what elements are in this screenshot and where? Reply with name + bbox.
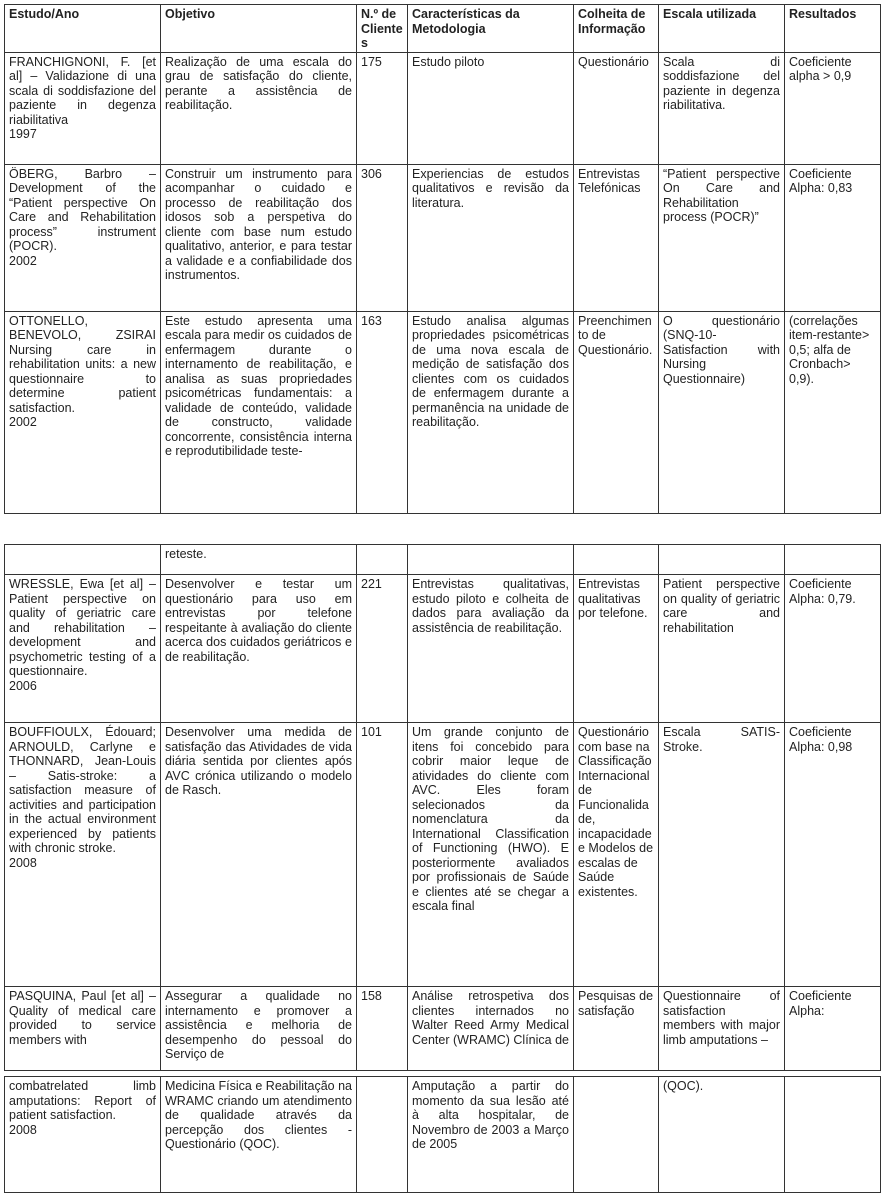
header-metodologia: Características da Metodologia bbox=[408, 5, 574, 53]
cell-objetivo: Realização de uma escala do grau de satisfação do cliente, perante a assistência de reabilitação. bbox=[161, 52, 357, 164]
table-header-row bbox=[5, 5, 881, 53]
cell-resultados: Coeficiente Alpha: 0,79. bbox=[785, 575, 881, 723]
cell-n-clientes: 163 bbox=[357, 311, 408, 513]
cell-escala: (QOC). bbox=[659, 1077, 785, 1193]
header-colheita: Colheita de Informação bbox=[574, 5, 659, 53]
table-row bbox=[5, 164, 881, 311]
cell-escala: Scala di soddisfazione del paziente in degenza riabilitativa. bbox=[659, 52, 785, 164]
cell-colheita bbox=[574, 1077, 659, 1193]
table-row bbox=[5, 723, 881, 987]
cell-objetivo: Construir um instrumento para acompanhar o cuidado e processo de reabilitação dos idosos sob a perspetiva do cliente com base num estudo qualitativo, anterior, e para testar a validade e a confiabilidade dos instrumentos. bbox=[161, 164, 357, 311]
cell-colheita bbox=[574, 545, 659, 575]
table-row bbox=[5, 311, 881, 513]
table-row bbox=[5, 987, 881, 1071]
cell-resultados bbox=[785, 1077, 881, 1193]
study-reference: WRESSLE, Ewa [et al] – Patient perspective on quality of geriatric care and rehabilitation – development and psychometric testing of a questionnaire. bbox=[9, 577, 156, 678]
study-reference: BOUFFIOULX, Édouard; ARNOULD, Carlyne e THONNARD, Jean-Louis – Satis-stroke: a satisfaction measure of activities and participation in the actual environment experienced by patients with chronic stroke. bbox=[9, 725, 156, 855]
cell-metodologia: Um grande conjunto de itens foi concebido para cobrir maior leque de atividades do cliente com AVC. Eles foram selecionados da nomenclatura da International Classification of Functioning (HWO). E posteriormente avaliados por profissionais de Saúde e clientes até se chegar a escala final bbox=[408, 723, 574, 987]
cell-resultados: (correlações item-restante> 0,5; alfa de Cronbach> 0,9). bbox=[785, 311, 881, 513]
table-row bbox=[5, 575, 881, 723]
cell-objetivo: reteste. bbox=[161, 545, 357, 575]
cell-colheita: Questionário com base na Classificação Internacional de Funcionalidade, incapacidade e Modelos de escalas de Saúde existentes. bbox=[574, 723, 659, 987]
cell-estudo bbox=[5, 164, 161, 311]
study-reference: FRANCHIGNONI, F. [et al] – Validazione di una scala di soddisfazione del paziente in degenza riabilitativa bbox=[9, 54, 156, 127]
cell-metodologia: Estudo piloto bbox=[408, 52, 574, 164]
header-resultados: Resultados bbox=[785, 5, 881, 53]
cell-metodologia: Amputação a partir do momento da sua lesão até à alta hospitalar, de Novembro de 2003 a Março de 2005 bbox=[408, 1077, 574, 1193]
header-objetivo: Objetivo bbox=[161, 5, 357, 53]
cell-n-clientes: 306 bbox=[357, 164, 408, 311]
cell-estudo bbox=[5, 1077, 161, 1193]
cell-n-clientes: 221 bbox=[357, 575, 408, 723]
study-year: 2006 bbox=[9, 678, 37, 693]
cell-estudo bbox=[5, 575, 161, 723]
study-year: 2008 bbox=[9, 1122, 37, 1137]
cell-n-clientes bbox=[357, 1077, 408, 1193]
study-reference: combatrelated limb amputations: Report of patient satisfaction. bbox=[9, 1079, 156, 1122]
table-row bbox=[5, 52, 881, 164]
review-table-part-1 bbox=[4, 4, 881, 514]
cell-resultados: Coeficiente Alpha: 0,83 bbox=[785, 164, 881, 311]
cell-escala: “Patient perspective On Care and Rehabilitation process (POCR)” bbox=[659, 164, 785, 311]
cell-escala: Patient perspective on quality of geriatric care and rehabilitation bbox=[659, 575, 785, 723]
study-year: 1997 bbox=[9, 127, 37, 141]
study-year: 2002 bbox=[9, 253, 37, 268]
cell-resultados bbox=[785, 545, 881, 575]
cell-metodologia: Análise retrospetiva dos clientes internados no Walter Reed Army Medical Center (WRAMC) Clínica de bbox=[408, 987, 574, 1071]
header-n-clientes: N.º de Clientes bbox=[357, 5, 408, 53]
cell-estudo: PASQUINA, Paul [et al] – Quality of medical care provided to service members with bbox=[5, 987, 161, 1071]
study-reference: OTTONELLO, BENEVOLO, ZSIRAI Nursing care in rehabilitation units: a new questionnaire to determine patient satisfaction. bbox=[9, 313, 156, 415]
cell-n-clientes: 101 bbox=[357, 723, 408, 987]
cell-colheita: Entrevistas Telefónicas bbox=[574, 164, 659, 311]
cell-objetivo: Medicina Física e Reabilitação na WRAMC criando um atendimento de qualidade através da percepção dos clientes - Questionário (QOC). bbox=[161, 1077, 357, 1193]
cell-escala bbox=[659, 545, 785, 575]
cell-colheita: Questionário bbox=[574, 52, 659, 164]
cell-colheita: Entrevistas qualitativas por telefone. bbox=[574, 575, 659, 723]
study-year: 2002 bbox=[9, 415, 37, 429]
review-table-part-2 bbox=[4, 544, 881, 1071]
header-escala: Escala utilizada bbox=[659, 5, 785, 53]
cell-metodologia: Experiencias de estudos qualitativos e revisão da literatura. bbox=[408, 164, 574, 311]
cell-metodologia bbox=[408, 545, 574, 575]
cell-objetivo: Desenvolver uma medida de satisfação das Atividades de vida diária sentida por clientes após AVC crónica utilizando o modelo de Rasch. bbox=[161, 723, 357, 987]
cell-n-clientes: 175 bbox=[357, 52, 408, 164]
cell-resultados: Coeficiente Alpha: bbox=[785, 987, 881, 1071]
review-table-part-3 bbox=[4, 1076, 881, 1193]
cell-objetivo: Este estudo apresenta uma escala para medir os cuidados de enfermagem durante o internamento de reabilitação, e analisa as suas propriedades psicométricas fundamentais: a validade de conteúdo, validade de constructo, validade concorrente, consistência interna e reprodutibilidade teste- bbox=[161, 311, 357, 513]
cell-escala: Escala SATIS-Stroke. bbox=[659, 723, 785, 987]
cell-escala: Questionnaire of satisfaction members with major limb amputations – bbox=[659, 987, 785, 1071]
cell-colheita: Preenchimento de Questionário. bbox=[574, 311, 659, 513]
continuation-row bbox=[5, 1077, 881, 1193]
cell-estudo bbox=[5, 723, 161, 987]
cell-estudo bbox=[5, 52, 161, 164]
study-year: 2008 bbox=[9, 855, 37, 870]
cell-objetivo: Assegurar a qualidade no internamento e promover a assistência e melhoria de desempenho do pessoal do Serviço de bbox=[161, 987, 357, 1071]
study-reference: ÖBERG, Barbro – Development of the “Patient perspective On Care and Rehabilitation process” instrument (POCR). bbox=[9, 166, 156, 253]
cell-n-clientes bbox=[357, 545, 408, 575]
cell-metodologia: Entrevistas qualitativas, estudo piloto e colheita de dados para avaliação da assistência de reabilitação. bbox=[408, 575, 574, 723]
continuation-row bbox=[5, 545, 881, 575]
cell-n-clientes: 158 bbox=[357, 987, 408, 1071]
header-estudo: Estudo/Ano bbox=[5, 5, 161, 53]
cell-metodologia: Estudo analisa algumas propriedades psicométricas de uma nova escala de medição de satisfação dos clientes com os cuidados de enfermagem durante a permanência na unidade de reabilitação. bbox=[408, 311, 574, 513]
cell-estudo bbox=[5, 545, 161, 575]
cell-resultados: Coeficiente Alpha: 0,98 bbox=[785, 723, 881, 987]
cell-escala: O questionário (SNQ-10-Satisfaction with Nursing Questionnaire) bbox=[659, 311, 785, 513]
cell-colheita: Pesquisas de satisfação bbox=[574, 987, 659, 1071]
cell-objetivo: Desenvolver e testar um questionário para uso em entrevistas por telefone respeitante à avaliação do cliente acerca dos cuidados geriátricos e de reabilitação. bbox=[161, 575, 357, 723]
cell-resultados: Coeficiente alpha > 0,9 bbox=[785, 52, 881, 164]
cell-estudo bbox=[5, 311, 161, 513]
